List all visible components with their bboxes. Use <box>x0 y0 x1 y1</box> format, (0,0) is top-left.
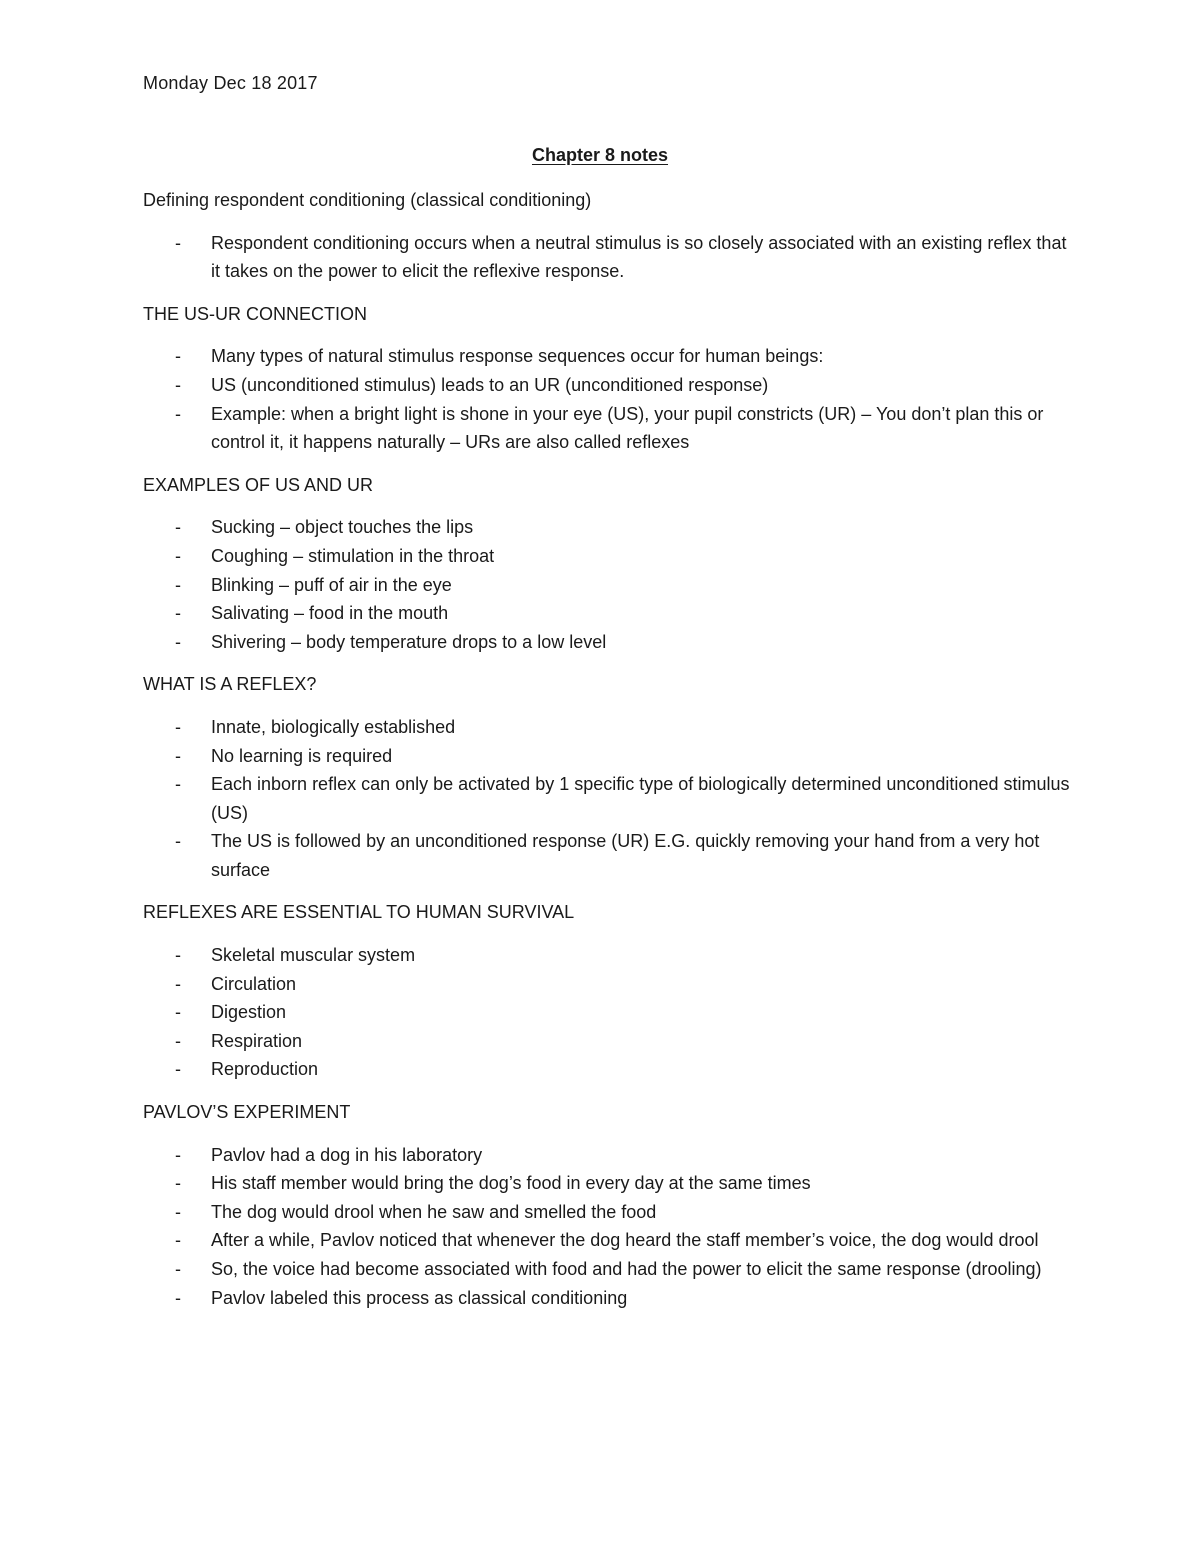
list-item <box>143 742 1073 771</box>
list-item-text: His staff member would bring the dog’s food in every day at the same times <box>211 1173 811 1194</box>
list-item <box>143 342 1073 371</box>
list-item <box>143 1055 1073 1084</box>
list-item-text: Reproduction <box>211 1059 319 1080</box>
bullet-dash: - <box>175 1201 181 1222</box>
list-item <box>143 513 1073 542</box>
document-date: Monday Dec 18 2017 <box>143 73 318 93</box>
section-heading: REFLEXES ARE ESSENTIAL TO HUMAN SURVIVAL <box>143 902 575 923</box>
bullet-dash: - <box>175 574 181 595</box>
section-heading: Defining respondent conditioning (classical conditioning) <box>143 190 592 210</box>
bullet-dash: - <box>175 1230 181 1251</box>
bullet-dash: - <box>175 403 181 424</box>
section-what-is-a-reflex <box>143 670 1073 884</box>
bullet-list <box>143 342 1073 456</box>
list-item-text: Salivating – food in the mouth <box>211 603 449 624</box>
list-item <box>143 713 1073 742</box>
list-item <box>143 1226 1073 1255</box>
list-item-text: Skeletal muscular system <box>211 945 416 966</box>
bullet-dash: - <box>175 1287 181 1308</box>
list-item-text: Respondent conditioning occurs when a neutral stimulus is so closely associated with an existing reflex that it takes on the power to elicit the reflexive response. <box>211 232 1067 282</box>
list-item-text: Innate, biologically established <box>211 716 456 737</box>
bullet-dash: - <box>175 1002 181 1023</box>
section-heading: WHAT IS A REFLEX? <box>143 674 317 695</box>
list-item-text: Coughing – stimulation in the throat <box>211 545 495 566</box>
list-item-text: So, the voice had become associated with food and had the power to elicit the same response (drooling) <box>211 1259 1042 1279</box>
section-heading: PAVLOV’S EXPERIMENT <box>143 1102 351 1123</box>
list-item <box>143 400 1073 457</box>
list-item <box>143 1198 1073 1227</box>
list-item-text: Each inborn reflex can only be activated by 1 specific type of biologically determined unconditioned stimulus (US) <box>211 774 1070 823</box>
bullet-dash: - <box>175 716 181 737</box>
list-item <box>143 628 1073 657</box>
list-item-text: Digestion <box>211 1002 287 1023</box>
bullet-dash: - <box>175 1173 181 1194</box>
list-item <box>143 827 1073 884</box>
list-item <box>143 571 1073 600</box>
section-defining-respondent-conditioning <box>143 186 1073 286</box>
list-item-text: No learning is required <box>211 745 393 766</box>
bullet-dash: - <box>175 945 181 966</box>
bullet-dash: - <box>175 745 181 766</box>
bullet-list <box>143 713 1073 885</box>
section-pavlovs-experiment <box>143 1098 1073 1312</box>
bullet-dash: - <box>175 545 181 566</box>
list-item <box>143 1027 1073 1056</box>
bullet-dash: - <box>175 1030 181 1051</box>
list-item <box>143 770 1073 827</box>
list-item-text: Many types of natural stimulus response sequences occur for human beings: <box>211 346 824 367</box>
bullet-list <box>143 229 1073 286</box>
document-title: Chapter 8 notes <box>531 145 669 165</box>
list-item <box>143 1169 1073 1198</box>
section-heading: EXAMPLES OF US AND UR <box>143 474 374 495</box>
list-item-text: Blinking – puff of air in the eye <box>211 574 452 595</box>
bullet-dash: - <box>175 1059 181 1080</box>
list-item <box>143 970 1073 999</box>
list-item-text: Example: when a bright light is shone in your eye (US), your pupil constricts (UR) – You don’t plan this or control it, it happens naturally – URs are also called reflexes <box>211 403 1044 453</box>
list-item-text: The US is followed by an unconditioned response (UR) E.G. quickly removing your hand from a very hot surface <box>211 831 1040 880</box>
list-item <box>143 599 1073 628</box>
list-item <box>143 998 1073 1027</box>
bullet-dash: - <box>175 517 181 538</box>
section-heading: THE US-UR CONNECTION <box>143 303 367 324</box>
document-body <box>143 186 1073 1326</box>
list-item <box>143 542 1073 571</box>
list-item-text: After a while, Pavlov noticed that whenever the dog heard the staff member’s voice, the dog would drool <box>211 1230 1039 1251</box>
section-us-ur-connection <box>143 300 1073 457</box>
bullet-dash: - <box>175 831 181 852</box>
bullet-dash: - <box>175 631 181 652</box>
list-item-text: Shivering – body temperature drops to a low level <box>211 631 607 652</box>
list-item <box>143 941 1073 970</box>
list-item <box>143 1255 1073 1284</box>
bullet-dash: - <box>175 232 181 253</box>
list-item-text: Circulation <box>211 973 297 994</box>
bullet-list <box>143 941 1073 1084</box>
bullet-dash: - <box>175 346 181 367</box>
section-reflexes-essential <box>143 898 1073 1084</box>
list-item-text: Sucking – object touches the lips <box>211 517 474 538</box>
bullet-dash: - <box>175 1144 181 1165</box>
list-item-text: Pavlov labeled this process as classical conditioning <box>211 1287 628 1308</box>
bullet-dash: - <box>175 973 181 994</box>
bullet-dash: - <box>175 1259 181 1279</box>
bullet-list <box>143 513 1073 656</box>
section-examples-of-us-and-ur <box>143 471 1073 657</box>
list-item <box>143 229 1073 286</box>
list-item-text: The dog would drool when he saw and smelled the food <box>211 1201 657 1222</box>
list-item <box>143 371 1073 400</box>
bullet-dash: - <box>175 603 181 624</box>
list-item-text: US (unconditioned stimulus) leads to an UR (unconditioned response) <box>211 374 769 395</box>
list-item-text: Pavlov had a dog in his laboratory <box>211 1144 483 1165</box>
list-item <box>143 1284 1073 1313</box>
bullet-list <box>143 1141 1073 1313</box>
list-item-text: Respiration <box>211 1030 303 1051</box>
list-item <box>143 1141 1073 1170</box>
bullet-dash: - <box>175 374 181 395</box>
bullet-dash: - <box>175 774 181 795</box>
